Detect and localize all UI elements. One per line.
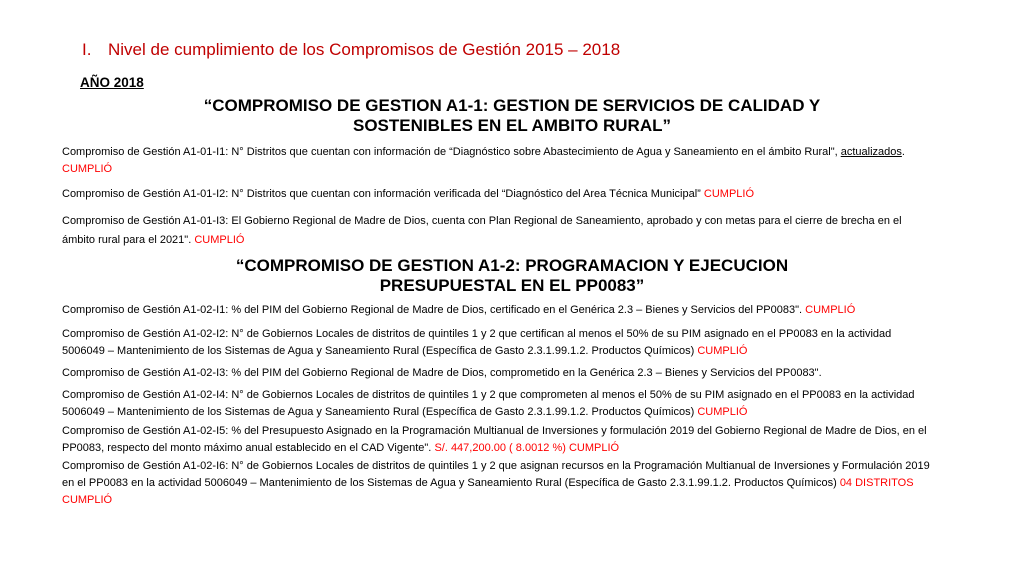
heading-number: I. [82, 40, 92, 59]
section2-title-line2: PRESUPUESTAL EN EL PP0083” [379, 276, 645, 295]
status-fulfilled: CUMPLIÓ [697, 406, 748, 418]
status-fulfilled: S/. 447,200.00 ( 8.0012 %) CUMPLIÓ [434, 442, 620, 454]
commitment-text: Compromiso de Gestión A1-02-I1: % del PIM del Gobierno Regional de Madre de Dios, certificado en el Genérica 2.3 – Bienes y Servicios del PP0083". [62, 304, 803, 316]
section-heading [82, 40, 620, 60]
commitment-text: Compromiso de Gestión A1-02-I5: % del Presupuesto Asignado en la Programación Multianual de Inversiones y formulación 2019 del Gobierno Regional de Madre de Dios, en el PP0083, respecto del monto máximo anual establecido en el CAD Vigente". [62, 425, 927, 454]
status-fulfilled: CUMPLIÓ [194, 234, 245, 246]
status-fulfilled: 04 DISTRITOS CUMPLIÓ [62, 477, 914, 506]
commitment-text: Compromiso de Gestión A1-01-I2: N° Distritos que cuentan con información verificada del “Diagnóstico del Area Técnica Municipal” [62, 188, 701, 200]
commitment-a1-02-i2 [62, 326, 932, 360]
commitment-a1-02-i6 [62, 458, 932, 509]
section1-title-line2: SOSTENIBLES EN EL AMBITO RURAL” [353, 116, 671, 135]
status-fulfilled: CUMPLIÓ [697, 345, 748, 357]
commitment-tail: . [901, 146, 905, 158]
heading-text: Nivel de cumplimiento de los Compromisos de Gestión 2015 – 2018 [108, 40, 621, 59]
section1-title [60, 96, 964, 136]
year-label: AÑO 2018 [80, 75, 144, 90]
status-fulfilled: CUMPLIÓ [62, 163, 113, 175]
commitment-a1-02-i3 [62, 365, 932, 382]
commitment-text: Compromiso de Gestión A1-02-I3: % del PIM del Gobierno Regional de Madre de Dios, comprometido en la Genérica 2.3 – Bienes y Servicios del PP0083". [62, 367, 822, 379]
commitment-a1-02-i5 [62, 423, 932, 457]
commitment-text: Compromiso de Gestión A1-01-I1: N° Distritos que cuentan con información de “Diagnóstico sobre Abastecimiento de Agua y Saneamiento en el ámbito Rural", [62, 146, 838, 158]
commitment-a1-01-i1 [62, 144, 932, 178]
section1-title-line1: “COMPROMISO DE GESTION A1-1: GESTION DE SERVICIOS DE CALIDAD Y [203, 96, 821, 115]
section2-title [60, 256, 964, 296]
section2-title-line1: “COMPROMISO DE GESTION A1-2: PROGRAMACION Y EJECUCION [235, 256, 789, 275]
commitment-underlined-text: actualizados [840, 146, 902, 158]
commitment-text: Compromiso de Gestión A1-02-I6: N° de Gobiernos Locales de distritos de quintiles 1 y 2 que asignan recursos en la Programación Multianual de Inversiones y Formulación 2019 en el PP0083 en la actividad 5006049 – Mantenimiento de los Sistemas de Agua y Saneamiento Rural (Específica de Gasto 2.3.1.99.1.2. Productos Químicos) [62, 460, 930, 489]
commitment-a1-02-i4 [62, 387, 932, 421]
commitment-a1-01-i3 [62, 212, 932, 250]
commitment-a1-02-i1 [62, 302, 932, 319]
commitment-text: Compromiso de Gestión A1-01-I3: El Gobierno Regional de Madre de Dios, cuenta con Plan Regional de Saneamiento, aprobado y con metas para el cierre de brecha en el ámbito rural para el 2021". [62, 215, 902, 246]
commitment-text: Compromiso de Gestión A1-02-I4: N° de Gobiernos Locales de distritos de quintiles 1 y 2 que comprometen al menos el 50% de su PIM asignado en el PP0083 en la actividad 5006049 – Mantenimiento de los Sistemas de Agua y Saneamiento Rural (Específica de Gasto 2.3.1.99.1.2. Productos Químicos) [62, 389, 915, 418]
status-fulfilled: CUMPLIÓ [703, 188, 755, 200]
status-fulfilled: CUMPLIÓ [805, 304, 856, 316]
commitment-text: Compromiso de Gestión A1-02-I2: N° de Gobiernos Locales de distritos de quintiles 1 y 2 que certifican al menos el 50% de su PIM asignado en el PP0083 en la actividad 5006049 – Mantenimiento de los Sistemas de Agua y Saneamiento Rural (Específica de Gasto 2.3.1.99.1.2. Productos Químicos) [62, 328, 892, 357]
commitment-a1-01-i2 [62, 186, 932, 203]
